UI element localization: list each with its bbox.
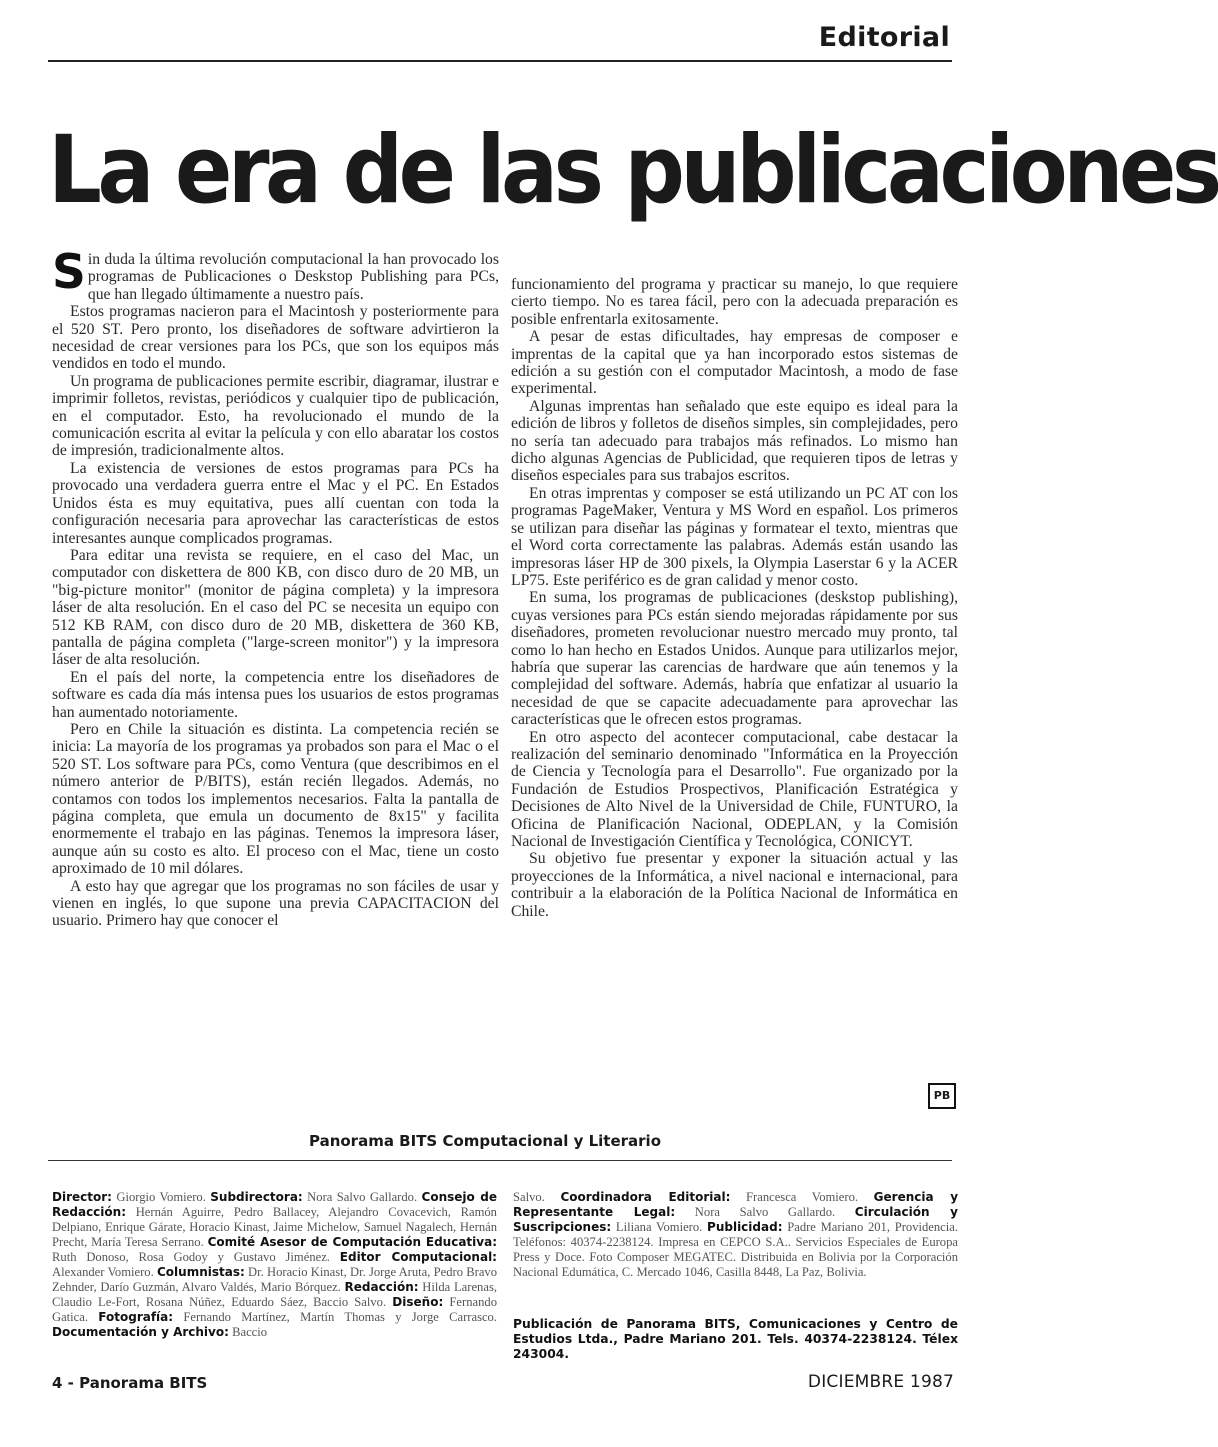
credit-label: Fotografía:: [98, 1310, 174, 1324]
article-paragraph: funcionamiento del programa y practicar su manejo, lo que requiere cierto tiempo. No es tarea fácil, pero con la adecuada preparación es posible enfrentarla exitosamente.: [511, 276, 958, 328]
article-paragraph: En suma, los programas de publicaciones (deskstop publishing), cuyas versiones para PCs están siendo mejoradas rápidamente por sus diseñadores, prometen revolucionar nuestro mercado muy pronto, tal como lo han hecho en Estados Unidos. Aunque para utilizarlos mejor, habría que superar las carencias de hardware que aún tenemos y la complejidad del software. Además, habría que enfatizar al usuario la necesidad de que se capacite adecuadamente para aprovechar las características que le ofrecen estos programas.: [511, 589, 958, 729]
section-title: Editorial: [818, 22, 950, 53]
credit-value: Alexander Vomiero.: [52, 1265, 154, 1279]
credit-label: Director:: [52, 1190, 112, 1204]
credit-value: Hernán Aguirre, Pedro Ballacey, Alejandro Covacevich, Ramón Delpiano, Enrique Gárate, Horacio Kinast, Jaime Michelow, Samuel Nagalech, Hernán Precht, María Teresa Serrano.: [52, 1205, 497, 1249]
masthead-rule: [48, 1160, 952, 1161]
credit-value: Baccio: [232, 1325, 268, 1339]
page-number: 4 - Panorama BITS: [52, 1374, 208, 1392]
credit-value: Fernando Martínez, Martín Thomas y Jorge Carrasco.: [183, 1310, 498, 1324]
credit-label: Circulación y Suscripciones:: [513, 1205, 958, 1234]
credit-label: Consejo de Redacción:: [52, 1190, 497, 1219]
article-paragraph: Para editar una revista se requiere, en el caso del Mac, un computador con diskettera de 800 KB, con disco duro de 20 MB, un "big-picture monitor" (monitor de página completa) y la impresora láser de alta resolución. En el caso del PC se necesita un equipo con 512 KB RAM, con disco duro de 20 MB, diskettera de 360 KB, pantalla de página completa ("large-screen monitor") y la impresora láser de alta resolución.: [52, 546, 499, 669]
credit-label: Gerencia y Representante Legal:: [513, 1190, 959, 1219]
credit-label: Editor Computacional:: [339, 1250, 497, 1264]
credit-value: Francesca Vomiero.: [746, 1190, 859, 1204]
credit-value: Fernando Gatica.: [52, 1295, 497, 1324]
article-paragraph: A pesar de estas dificultades, hay empresas de composer e imprentas de la capital que ya han incorporado estos sistemas de edición a su gestión con el computador Macintosh, a modo de fase experimental.: [511, 328, 958, 398]
article-paragraph: En el país del norte, la competencia entre los diseñadores de software es cada día más intensa pues los usuarios de estos programas han aumentado notoriamente.: [52, 668, 499, 721]
credit-value: Liliana Vomiero.: [615, 1220, 703, 1234]
masthead-title: Panorama BITS Computacional y Literario: [308, 1132, 662, 1150]
credits-right: [513, 1190, 958, 1280]
article-paragraph: En otro aspecto del acontecer computacional, cabe destacar la realización del seminario denominado "Informática en la Proyección de Ciencia y Tecnología para el Desarrollo". Fue organizado por la Fundación de Estudios Prospectivos, Planificación Estratégica y Decisiones de Alto Nivel de la Universidad de Chile, FUNTURO, la Oficina de Planificación Nacional, ODEPLAN, y la Comisión Nacional de Investigación Científica y Tecnológica, CONICYT.: [511, 728, 958, 850]
headline: La era de las publicaciones: [48, 116, 1218, 225]
signature-box: PB: [928, 1083, 956, 1109]
article-column-right: [511, 276, 958, 920]
credit-label: Publicidad:: [707, 1220, 783, 1234]
credit-label: Subdirectora:: [210, 1190, 303, 1204]
credit-value: Dr. Horacio Kinast, Dr. Jorge Aruta, Pedro Bravo Zehnder, Darío Guzmán, Alvaro Valdés, Mario Bórquez.: [52, 1265, 498, 1294]
credit-label: Coordinadora Editorial:: [560, 1190, 731, 1204]
article-paragraph: Un programa de publicaciones permite escribir, diagramar, ilustrar e imprimir folletos, revistas, periódicos y cualquier tipo de publicación, en el computador. Esto, ha revolucionado el mundo de la comunicación escrita al evitar la película y con ello abaratar los costos de impresión, tradicionalmente altos.: [52, 372, 499, 460]
credit-label: Comité Asesor de Computación Educativa:: [207, 1235, 497, 1249]
article-paragraph: A esto hay que agregar que los programas no son fáciles de usar y vienen en inglés, lo que supone una previa CAPACITACION del usuario. Primero hay que conocer el: [52, 877, 499, 930]
credit-value: Ruth Donoso, Rosa Godoy y Gustavo Jiménez.: [52, 1250, 330, 1264]
credit-value: Giorgio Vomiero.: [116, 1190, 206, 1204]
credit-value: Salvo.: [513, 1190, 545, 1204]
credit-value: Nora Salvo Gallardo.: [694, 1205, 836, 1219]
credit-value: Nora Salvo Gallardo.: [307, 1190, 418, 1204]
paragraph-text: in duda la última revolución computacional la han provocado los programas de Publicaciones o Deskstop Publishing para PCs, que han llegado últimamente a nuestro país.: [87, 251, 499, 303]
article-paragraph: [52, 245, 499, 303]
credit-label: Documentación y Archivo:: [52, 1325, 229, 1339]
dropcap: S: [52, 245, 86, 300]
credit-label: Redacción:: [344, 1280, 419, 1294]
publication-info: Publicación de Panorama BITS, Comunicaciones y Centro de Estudios Ltda., Padre Mariano 201. Tels. 40374-2238124. Télex 243004.: [513, 1317, 958, 1361]
credit-label: Diseño:: [392, 1295, 444, 1309]
top-rule: [48, 60, 952, 62]
credit-value: Hilda Larenas, Claudio Le-Fort, Rosana Núñez, Eduardo Sáez, Baccio Salvo.: [52, 1280, 497, 1309]
credit-label: Columnistas:: [156, 1265, 245, 1279]
article-paragraph: En otras imprentas y composer se está utilizando un PC AT con los programas PageMaker, Ventura y MS Word en español. Los primeros se utilizan para diseñar las páginas y formatear el texto, mientras que el Word corta correctamente las palabras. Además están usando las impresoras láser HP de 300 pixels, la Olympia Laserstar 6 y la ACER LP75. Este periférico es de gran calidad y menor costo.: [511, 484, 958, 589]
article-paragraph: La existencia de versiones de estos programas para PCs ha provocado una verdadera guerra entre el Mac y el PC. En Estados Unidos ésta es muy equitativa, pues allí cuentan con toda la configuración necesaria para aprovechar las características de estos interesantes aunque complicados programas.: [52, 459, 499, 547]
credits-left: [52, 1190, 497, 1340]
article-paragraph: Estos programas nacieron para el Macintosh y posteriormente para el 520 ST. Pero pronto, los diseñadores de software advirtieron la necesidad de crear versiones para los PCs, que son los equipos más vendidos en todo el mundo.: [52, 303, 499, 373]
article-column-left: [52, 245, 499, 930]
article-paragraph: Pero en Chile la situación es distinta. La competencia recién se inicia: La mayoría de los programas ya probados son para el Mac o el 520 ST. Los software para PCs, como Ventura (que describimos en el número anterior de P/BITS), están recién llegados. Además, no contamos con todos los implementos necesarios. Falta la pantalla de página completa, que emula un documento de 8x15" y facilita enormemente el trabajo en las páginas. Tenemos la impresora láser, aunque aún su costo es alto. El proceso con el Mac, tiene un costo aproximado de 10 mil dólares.: [52, 720, 499, 878]
issue-date: DICIEMBRE 1987: [807, 1372, 954, 1392]
article-paragraph: Algunas imprentas han señalado que este equipo es ideal para la edición de libros y folletos de diseños simples, sin complejidades, pero no sería tan adecuado para trabajos más refinados. Lo mismo han dicho algunas Agencias de Publicidad, que requieren tipos de letras y diseños especiales para sus trabajos escritos.: [511, 397, 958, 485]
article-paragraph: Su objetivo fue presentar y exponer la situación actual y las proyecciones de la Informática, a nivel nacional e internacional, para contribuir a la elaboración de la Política Nacional de Informática en Chile.: [511, 850, 958, 920]
credit-value: Padre Mariano 201, Providencia. Teléfonos: 40374-2238124. Impresa en CEPCO S.A.. Servicios Especiales de Europa Press y Doce. Foto Composer MEGATEC. Distribuida en Bolivia por la Corporación Nacional Edumática, C. Mercado 1046, Casilla 8448, La Paz, Bolivia.: [513, 1220, 959, 1279]
